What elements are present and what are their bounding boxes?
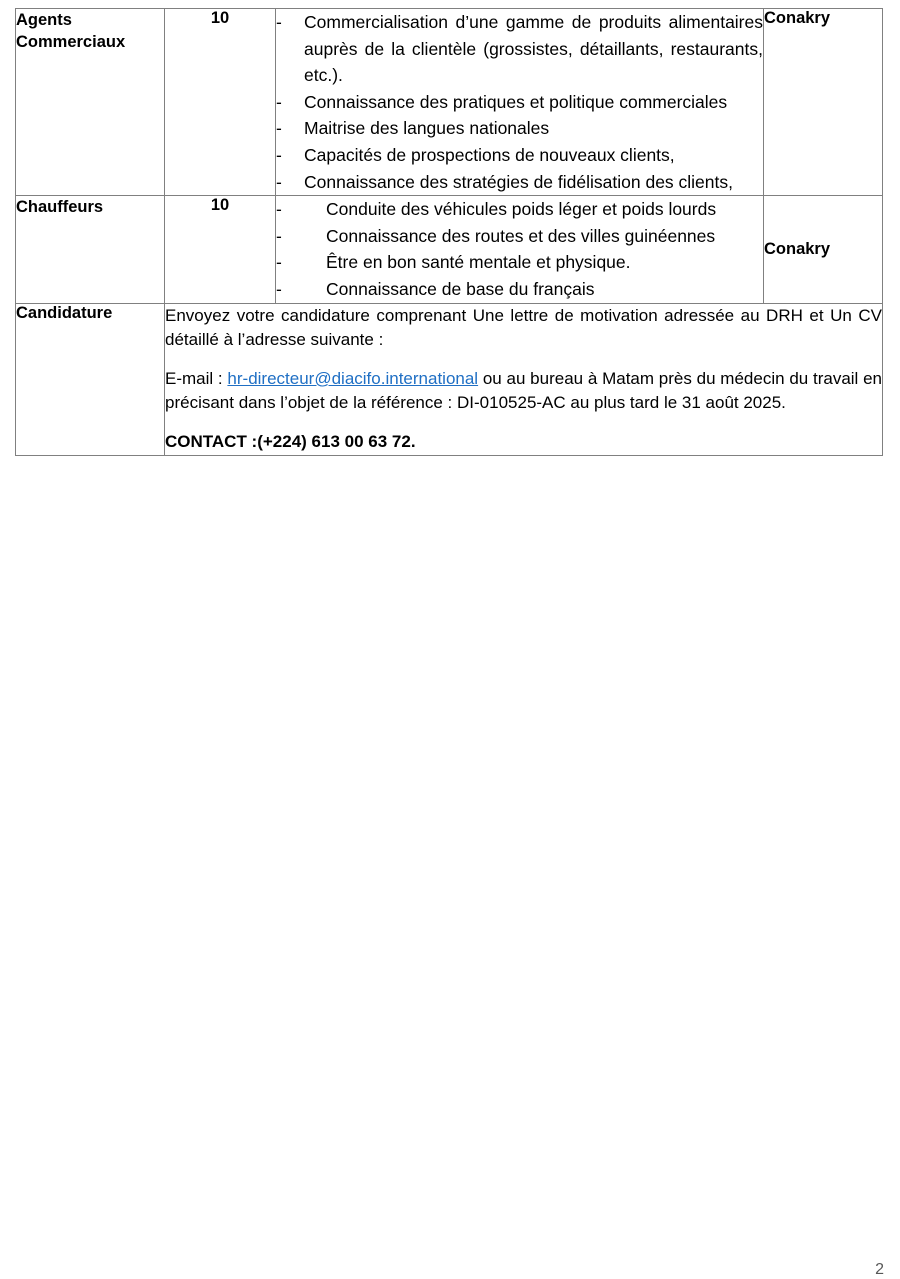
bullet-dash-icon: -	[276, 199, 282, 220]
requirement-text: Connaissance des pratiques et politique commerciales	[304, 91, 728, 112]
requirement-text: Être en bon santé mentale et physique.	[326, 252, 631, 273]
bullet-dash-icon: -	[276, 252, 282, 273]
bullet-dash-icon: -	[276, 118, 282, 139]
candidature-paragraph-1: Envoyez votre candidature comprenant Une lettre de motivation adressée au DRH et Un CV détaillé à l’adresse suivante :	[165, 305, 882, 350]
job-location-text: Conakry	[764, 9, 831, 27]
bullet-dash-icon: -	[276, 171, 282, 192]
contact-line: CONTACT :(+224) 613 00 63 72.	[165, 432, 416, 452]
requirement-text: Connaissance des routes et des villes guinéennes	[326, 225, 716, 246]
table-row-candidature	[16, 303, 883, 455]
requirements-list	[276, 196, 763, 302]
requirement-text: Commercialisation d’une gamme de produits alimentaires auprès de la clientèle (grossistes, détaillants, restaurants, etc.).	[304, 12, 763, 86]
requirement-text: Maitrise des langues nationales	[304, 118, 550, 139]
table-row	[16, 196, 883, 303]
bullet-dash-icon: -	[276, 278, 282, 299]
job-title-cell	[16, 9, 165, 196]
list-item	[276, 223, 763, 250]
job-requirements-cell	[276, 9, 764, 196]
requirement-text: Conduite des véhicules poids léger et poids lourds	[326, 199, 717, 220]
bullet-dash-icon: -	[276, 12, 282, 32]
job-title-text: Agents Commerciaux	[16, 11, 126, 52]
candidature-body-cell	[165, 303, 883, 455]
list-item	[276, 142, 763, 169]
candidature-label-text: Candidature	[16, 303, 113, 322]
list-item	[276, 276, 763, 303]
job-title-cell	[16, 196, 165, 303]
candidature-paragraph-2-suffix: ou au bureau à Matam près du médecin du travail en précisant dans l’objet de la référence : DI-010525-AC au plus tard le 31 août 2025.	[165, 368, 882, 413]
list-item	[276, 89, 763, 116]
requirement-text: Capacités de prospections de nouveaux clients,	[304, 144, 675, 165]
job-title-text: Chauffeurs	[16, 198, 104, 217]
email-link[interactable]: hr-directeur@diacifo.international	[227, 368, 479, 388]
job-offers-table	[15, 8, 883, 456]
list-item	[276, 196, 763, 223]
requirement-text: Connaissance de base du français	[326, 278, 595, 299]
bullet-dash-icon: -	[276, 91, 282, 112]
requirement-text: Connaissance des stratégies de fidélisation des clients,	[304, 171, 733, 192]
email-label: E-mail :	[165, 368, 228, 388]
job-location-text: Conakry	[764, 239, 831, 258]
list-item	[276, 249, 763, 276]
list-item	[276, 115, 763, 142]
job-requirements-cell	[276, 196, 764, 303]
job-location-cell	[764, 196, 883, 303]
job-count-text: 10	[210, 9, 230, 27]
candidature-paragraph-2	[165, 367, 882, 416]
page-number: 2	[875, 1261, 884, 1278]
job-count-cell	[165, 9, 276, 196]
candidature-label-cell	[16, 303, 165, 455]
list-item	[276, 169, 763, 196]
bullet-dash-icon: -	[276, 225, 282, 246]
job-count-text: 10	[210, 196, 230, 215]
bullet-dash-icon: -	[276, 144, 282, 165]
job-location-cell	[764, 9, 883, 196]
table-row	[16, 9, 883, 196]
requirements-list	[276, 9, 763, 195]
list-item	[276, 9, 763, 89]
job-count-cell	[165, 196, 276, 303]
